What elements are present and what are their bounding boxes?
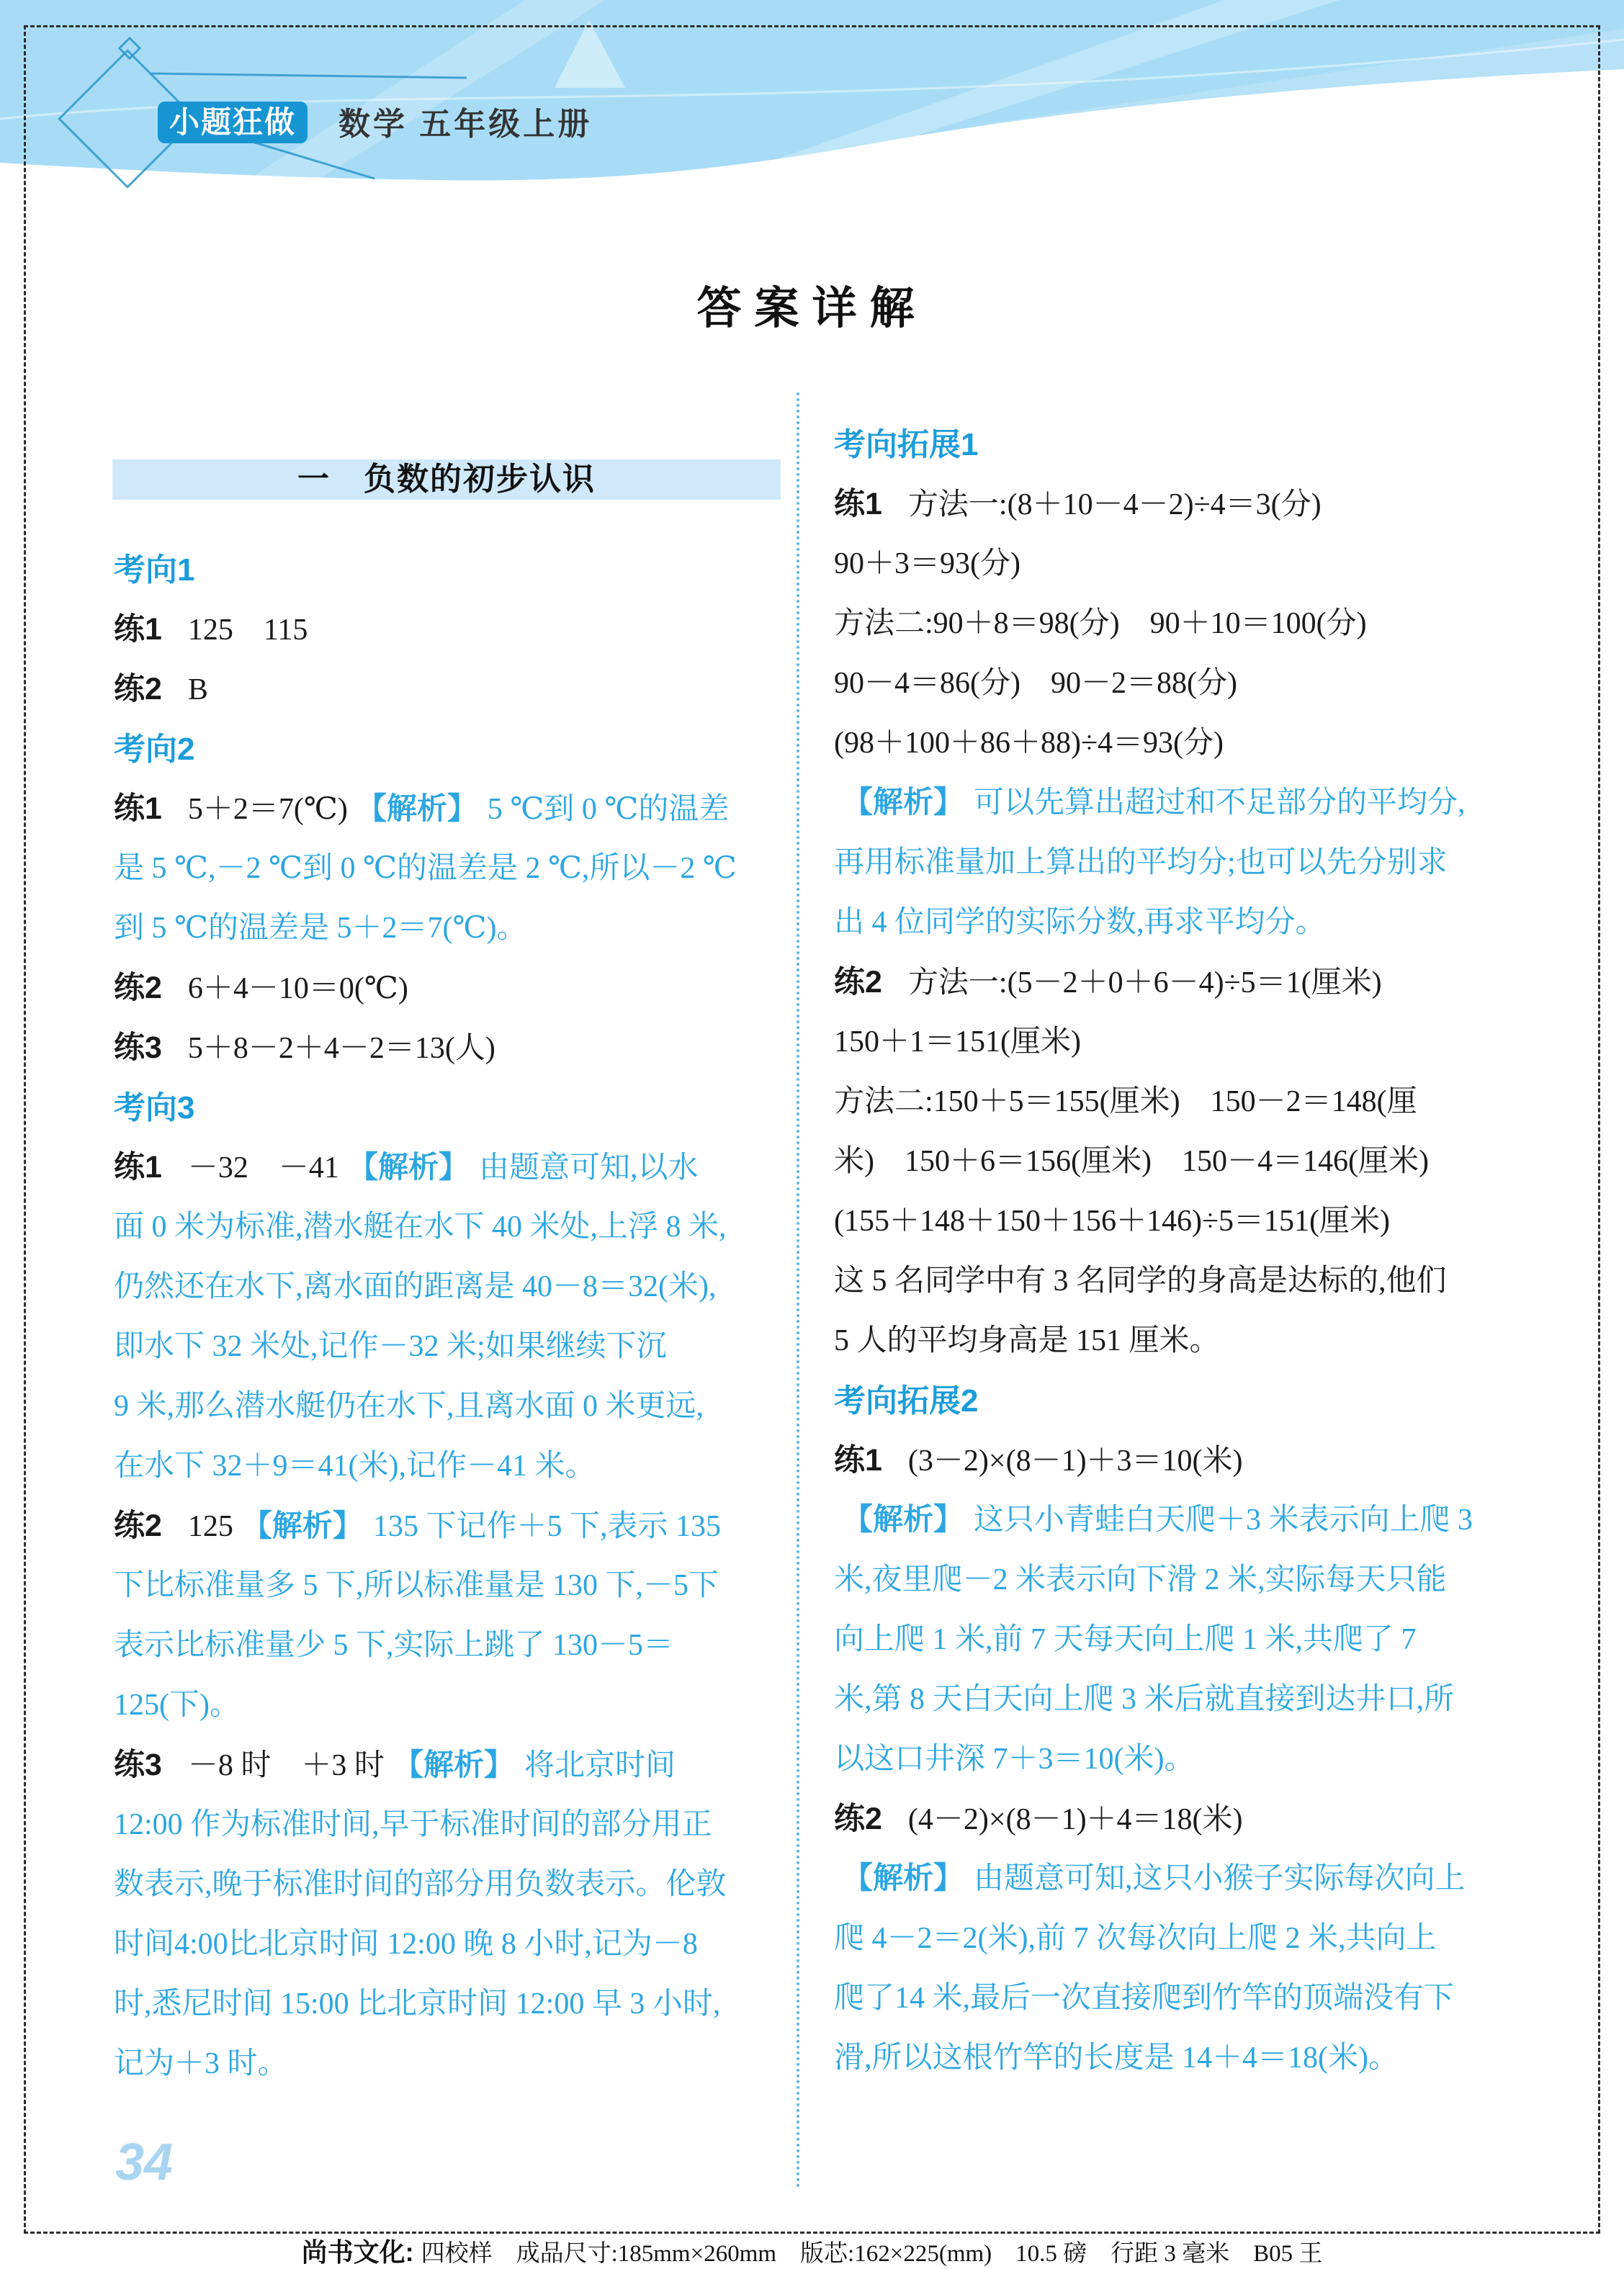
text-line (114, 719, 784, 779)
explanation-text: 向上爬 1 米,前 7 天每天向上爬 1 米,共爬了 7 (834, 1623, 1417, 1656)
explanation-text: 米,第 8 天白天向上爬 3 米后就直接到达井口,所 (834, 1683, 1455, 1716)
answer-text: 5 人的平均身高是 151 厘米。 (834, 1324, 1220, 1357)
answer-text: 方法一:(5－2＋0＋6－4)÷5＝1(厘米) (907, 966, 1382, 999)
text-line (834, 833, 1561, 893)
analysis-tag: 【解析】 (356, 793, 477, 826)
explanation-text: 滑,所以这根竹竿的长度是 14＋4＝18(米)。 (834, 2041, 1399, 2075)
explanation-text: 9 米,那么潜水艇仍在水下,且离水面 0 米更远, (114, 1390, 704, 1423)
text-line (114, 1855, 784, 1915)
exercise-label: 练1 (834, 1443, 882, 1478)
text-line (114, 1915, 784, 1974)
explanation-text: 这只小青蛙白天爬＋3 米表示向上爬 3 (974, 1504, 1473, 1537)
answer-text: 5＋8－2＋4－2＝13(人) (187, 1032, 495, 1065)
answer-text: 方法一:(8＋10－4－2)÷4＝3(分) (907, 488, 1322, 521)
text-line (834, 534, 1561, 594)
brand-badge: 小题狂做 (158, 102, 308, 143)
analysis-tag: 【解析】 (241, 1510, 363, 1543)
text-line (114, 1198, 784, 1257)
text-line (834, 1311, 1561, 1371)
text-line (114, 1735, 784, 1795)
exercise-label: 练1 (114, 791, 162, 826)
page-number: 34 (115, 2134, 174, 2191)
section-heading: 考向1 (114, 552, 195, 588)
text-line (834, 1610, 1561, 1670)
answer-text: 5＋2＝7(℃) (187, 793, 348, 826)
analysis-tag: 【解析】 (843, 786, 964, 819)
explanation-text: 仍然还在水下,离水面的距离是 40－8＝32(米), (114, 1270, 717, 1303)
text-line (114, 1377, 784, 1437)
text-line (834, 1072, 1561, 1132)
answer-text: 125 115 (187, 614, 308, 647)
explanation-text: 5 ℃到 0 ℃的温差 (487, 793, 730, 826)
text-line (114, 600, 784, 660)
text-line (114, 1018, 784, 1078)
text-line (114, 779, 784, 839)
text-line (114, 1676, 784, 1735)
section-heading: 考向拓展2 (834, 1383, 979, 1419)
answer-text: －32 －41 (187, 1151, 339, 1185)
exercise-label: 练1 (834, 487, 882, 521)
section-heading: 考向3 (114, 1090, 195, 1125)
section-heading: 考向2 (114, 732, 195, 767)
exercise-label: 练1 (114, 612, 162, 647)
page-title: 答案详解 (696, 284, 928, 333)
answer-text: 方法二:90＋8＝98(分) 90＋10＝100(分) (834, 607, 1367, 640)
answer-text: (98＋100＋86＋88)÷4＝93(分) (834, 727, 1224, 760)
answer-text: 125 (187, 1510, 233, 1543)
text-line (834, 1132, 1561, 1192)
explanation-text: 由题意可知,这只小猴子实际每次向上 (974, 1862, 1466, 1895)
analysis-tag: 【解析】 (843, 1504, 964, 1537)
explanation-text: 爬了14 米,最后一次直接爬到竹竿的顶端没有下 (834, 1982, 1455, 2015)
text-line (114, 1437, 784, 1496)
analysis-tag: 【解析】 (392, 1749, 514, 1782)
text-line (834, 773, 1561, 833)
answer-text: 方法二:150＋5＝155(厘米) 150－2＝148(厘 (834, 1085, 1417, 1118)
text-line (834, 415, 1561, 475)
text-line (114, 2034, 784, 2094)
text-line (114, 1616, 784, 1676)
text-line (834, 1431, 1561, 1491)
text-line (834, 953, 1561, 1012)
explanation-text: 12:00 作为标准时间,早于标准时间的部分用正 (114, 1808, 712, 1841)
explanation-text: 到 5 ℃的温差是 5＋2＝7(℃)。 (114, 912, 527, 945)
text-line (114, 1496, 784, 1556)
explanation-text: 以这口井深 7＋3＝10(米)。 (834, 1743, 1195, 1776)
text-line (834, 1192, 1561, 1252)
text-line (114, 1317, 784, 1377)
analysis-tag: 【解析】 (347, 1151, 469, 1185)
exercise-label: 练2 (114, 672, 162, 706)
exercise-label: 练2 (834, 965, 882, 999)
print-spec-info: 四校样 成品尺寸:185mm×260mm 版芯:162×225(mm) 10.5 磅 行距 3 毫米 B05 王 (421, 2241, 1323, 2267)
answer-text: 150＋1＝151(厘米) (834, 1025, 1081, 1059)
text-line (834, 475, 1561, 534)
answer-text: －8 时 ＋3 时 (187, 1749, 385, 1782)
text-line (834, 1491, 1561, 1550)
explanation-text: 表示比标准量少 5 下,实际上跳了 130－5＝ (114, 1629, 674, 1662)
text-line (834, 1789, 1561, 1849)
text-line (114, 839, 784, 899)
explanation-text: 125(下)。 (114, 1689, 240, 1722)
answer-text: 米) 150＋6＝156(厘米) 150－4＝146(厘米) (834, 1145, 1429, 1178)
column-divider (797, 392, 799, 2189)
text-line (114, 1974, 784, 2034)
exercise-label: 练2 (114, 971, 162, 1005)
publisher-label: 尚书文化: (301, 2237, 414, 2267)
explanation-text: 米,夜里爬－2 米表示向下滑 2 米,实际每天只能 (834, 1563, 1447, 1596)
explanation-text: 即水下 32 米处,记作－32 米;如果继续下沉 (114, 1330, 667, 1363)
explanation-text: 时,悉尼时间 15:00 比北京时间 12:00 早 3 小时, (114, 1987, 721, 2021)
text-line (834, 1252, 1561, 1311)
explanation-text: 出 4 位同学的实际分数,再求平均分。 (834, 906, 1326, 939)
text-line (114, 660, 784, 719)
exercise-label: 练1 (114, 1150, 162, 1185)
explanation-text: 将北京时间 (524, 1749, 676, 1782)
explanation-text: 在水下 32＋9＝41(米),记作－41 米。 (114, 1450, 596, 1483)
text-line (114, 899, 784, 958)
left-column (114, 540, 784, 2094)
footer (0, 2232, 1624, 2269)
text-line (834, 1012, 1561, 1072)
analysis-tag: 【解析】 (843, 1862, 964, 1895)
text-line (834, 1909, 1561, 1969)
text-line (834, 654, 1561, 714)
text-line (114, 1556, 784, 1616)
text-line (834, 1371, 1561, 1431)
text-line (114, 1257, 784, 1317)
text-line (114, 1078, 784, 1138)
explanation-text: 记为＋3 时。 (114, 2047, 288, 2080)
explanation-text: 爬 4－2＝2(米),前 7 次每次向上爬 2 米,共向上 (834, 1922, 1437, 1955)
answer-text: (3－2)×(8－1)＋3＝10(米) (907, 1444, 1243, 1478)
text-line (114, 1138, 784, 1198)
answer-text: 90－4＝86(分) 90－2＝88(分) (834, 667, 1237, 700)
answer-text: B (187, 673, 208, 706)
explanation-text: 由题意可知,以水 (478, 1151, 699, 1185)
answer-text: (155＋148＋150＋156＋146)÷5＝151(厘米) (834, 1205, 1390, 1238)
text-line (834, 2028, 1561, 2088)
right-column (834, 415, 1561, 2088)
explanation-text: 数表示,晚于标准时间的部分用负数表示。伦敦 (114, 1868, 727, 1901)
answer-text: 90＋3＝93(分) (834, 547, 1020, 580)
explanation-text: 是 5 ℃,－2 ℃到 0 ℃的温差是 2 ℃,所以－2 ℃ (114, 852, 737, 885)
explanation-text: 135 下记作＋5 下,表示 135 (372, 1510, 721, 1543)
text-line (834, 1969, 1561, 2028)
explanation-text: 时间4:00比北京时间 12:00 晚 8 小时,记为－8 (114, 1928, 698, 1961)
text-line (114, 1795, 784, 1855)
explanation-text: 可以先算出超过和不足部分的平均分, (974, 786, 1466, 819)
answer-text: (4－2)×(8－1)＋4＝18(米) (907, 1803, 1243, 1836)
text-line (834, 893, 1561, 953)
text-line (834, 1849, 1561, 1909)
text-line (834, 1730, 1561, 1789)
answer-text: 6＋4－10＝0(℃) (187, 972, 408, 1005)
section-banner: 一 负数的初步认识 (112, 459, 781, 500)
text-line (114, 540, 784, 600)
answer-text: 这 5 名同学中有 3 名同学的身高是达标的,他们 (834, 1264, 1447, 1298)
section-heading: 考向拓展1 (834, 427, 979, 462)
explanation-text: 再用标准量加上算出的平均分;也可以先分别求 (834, 846, 1448, 879)
exercise-label: 练3 (114, 1748, 162, 1782)
book-title: 数学 五年级上册 (338, 107, 593, 142)
text-line (834, 1550, 1561, 1610)
text-line (114, 958, 784, 1018)
exercise-label: 练3 (114, 1030, 162, 1065)
explanation-text: 面 0 米为标准,潜水艇在水下 40 米处,上浮 8 米, (114, 1210, 727, 1244)
exercise-label: 练2 (114, 1509, 162, 1543)
exercise-label: 练2 (834, 1802, 882, 1836)
text-line (834, 594, 1561, 654)
explanation-text: 下比标准量多 5 下,所以标准量是 130 下,－5下 (114, 1569, 719, 1602)
text-line (834, 1670, 1561, 1730)
text-line (834, 714, 1561, 773)
